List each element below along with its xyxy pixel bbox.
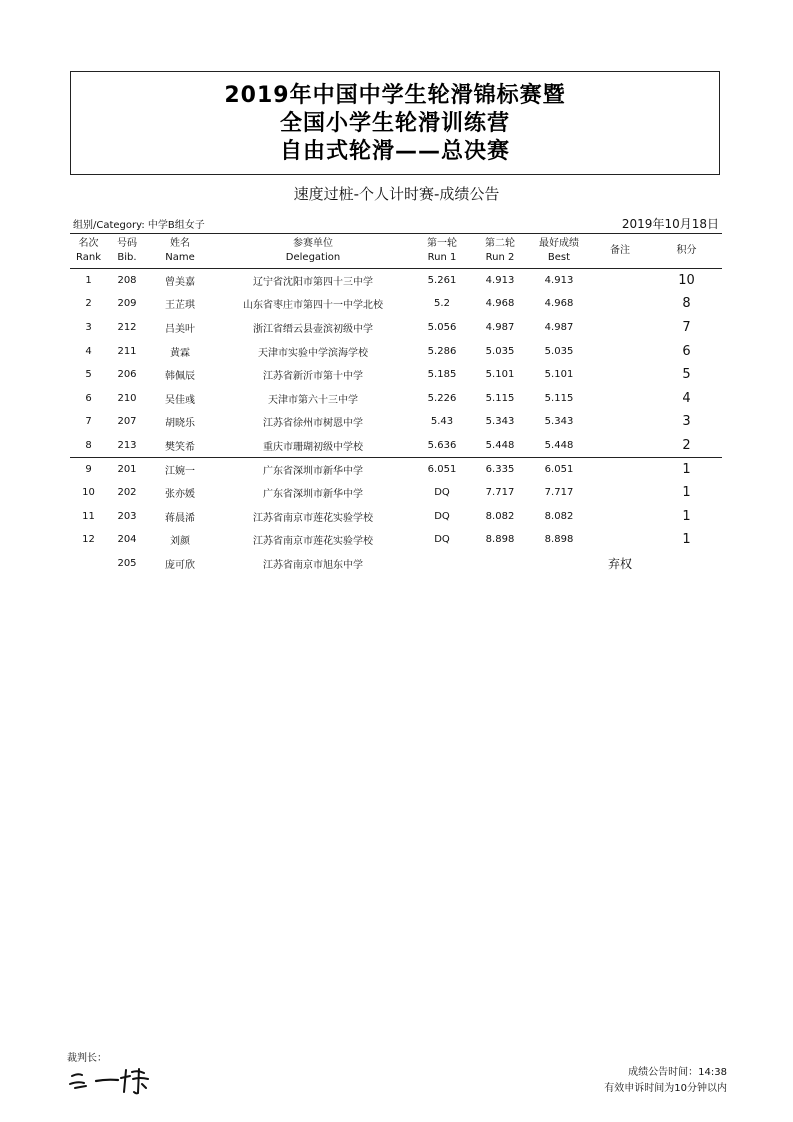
cell-run2: 4.913 xyxy=(485,275,515,287)
cell-points: 4 xyxy=(682,390,691,406)
cell-delegation: 山东省枣庄市第四十一中学北校 xyxy=(243,300,383,312)
header-run2-en: Run 2 xyxy=(485,252,515,263)
cell-points: 7 xyxy=(682,319,691,335)
table-row xyxy=(70,504,722,528)
cell-run2: 4.987 xyxy=(485,321,515,333)
cell-name: 樊笑希 xyxy=(165,441,195,453)
cell-delegation: 江苏省南京市莲花实验学校 xyxy=(253,512,373,524)
cell-bib: 205 xyxy=(117,557,137,569)
cell-run1: DQ xyxy=(434,487,450,499)
document-date: 2019年10月18日 xyxy=(621,217,719,231)
cell-delegation: 江苏省南京市旭东中学 xyxy=(263,559,363,571)
cell-remark xyxy=(589,528,651,552)
title-box xyxy=(70,71,720,175)
cell-delegation: 辽宁省沈阳市第四十三中学 xyxy=(253,277,373,289)
cell-run2: 5.035 xyxy=(485,345,515,357)
cell-delegation: 江苏省徐州市树恩中学 xyxy=(263,418,363,430)
cell-best: 5.448 xyxy=(544,439,574,451)
title-line-1: 2019年中国中学生轮滑锦标赛暨 xyxy=(224,83,566,108)
cell-points: 1 xyxy=(682,532,691,548)
cell-bib: 201 xyxy=(107,457,147,481)
cell-delegation: 江苏省新沂市第十中学 xyxy=(263,371,363,383)
cell-name: 蒋晨浠 xyxy=(165,512,195,524)
header-best-cn: 最好成绩 xyxy=(539,238,579,249)
cell-bib: 204 xyxy=(117,534,137,546)
header-remark: 备注 xyxy=(610,245,630,256)
cell-name: 吴佳彧 xyxy=(165,394,195,406)
header-run1-cn: 第一轮 xyxy=(427,238,457,249)
cell-run2: 5.115 xyxy=(485,392,515,404)
cell-name: 张亦媛 xyxy=(165,489,195,501)
cell-best: 8.898 xyxy=(544,534,574,546)
cell-delegation: 广东省深圳市新华中学 xyxy=(263,489,363,501)
cell-run1: 5.636 xyxy=(427,439,457,451)
table-row xyxy=(70,292,722,316)
cell-delegation: 江苏省南京市莲花实验学校 xyxy=(253,536,373,548)
header-rank xyxy=(70,234,107,269)
table-row xyxy=(70,434,722,458)
cell-rank: 9 xyxy=(70,457,107,481)
header-run2 xyxy=(471,234,529,269)
table-row xyxy=(70,528,722,552)
cell-best: 5.101 xyxy=(544,369,574,381)
cell-best: 6.051 xyxy=(529,457,589,481)
cell-bib: 210 xyxy=(117,392,137,404)
header-best xyxy=(529,234,589,269)
cell-name: 曾美嘉 xyxy=(165,277,195,289)
table-row xyxy=(70,386,722,410)
table-row xyxy=(70,552,722,576)
cell-run2: 6.335 xyxy=(471,457,529,481)
cell-remark xyxy=(589,292,651,316)
cell-best: 8.082 xyxy=(544,510,574,522)
header-name-cn: 姓名 xyxy=(170,238,190,249)
cell-bib: 212 xyxy=(117,321,137,333)
cell-run2: 5.101 xyxy=(485,369,515,381)
cell-remark: 弃权 xyxy=(607,556,632,571)
cell-best: 4.968 xyxy=(544,298,574,310)
cell-points: 10 xyxy=(678,273,695,289)
cell-points: 2 xyxy=(682,437,691,453)
table-row xyxy=(70,457,722,481)
cell-rank: 11 xyxy=(82,510,95,522)
cell-run1: 5.185 xyxy=(427,369,457,381)
cell-bib: 208 xyxy=(117,275,137,287)
cell-remark xyxy=(589,363,651,387)
cell-run2: 5.343 xyxy=(485,416,515,428)
cell-delegation: 重庆市珊瑚初级中学校 xyxy=(263,441,363,453)
announce-time: 成绩公告时间：14:38 xyxy=(628,1067,727,1078)
cell-bib: 203 xyxy=(117,510,137,522)
page-subtitle: 速度过桩-个人计时赛-成绩公告 xyxy=(293,185,500,203)
cell-run1: 5.261 xyxy=(427,275,457,287)
cell-rank: 10 xyxy=(82,487,95,499)
table-row xyxy=(70,481,722,505)
cell-points: 6 xyxy=(682,343,691,359)
table-row xyxy=(70,363,722,387)
cell-best: 5.115 xyxy=(544,392,574,404)
cell-delegation: 广东省深圳市新华中学 xyxy=(213,457,413,481)
cell-best: 7.717 xyxy=(544,487,574,499)
cell-run1: 6.051 xyxy=(413,457,471,481)
cell-run1: 5.286 xyxy=(427,345,457,357)
header-bib-en: Bib. xyxy=(117,252,137,263)
table-row xyxy=(70,339,722,363)
table-body xyxy=(70,269,722,576)
cell-bib: 206 xyxy=(117,369,137,381)
cell-points xyxy=(651,552,722,576)
cell-name: 王芷琪 xyxy=(165,300,195,312)
cell-rank: 1 xyxy=(85,275,92,287)
cell-points: 1 xyxy=(651,457,722,481)
header-run1 xyxy=(413,234,471,269)
table-row xyxy=(70,410,722,434)
cell-rank: 8 xyxy=(85,439,92,451)
header-delegation-cn: 参赛单位 xyxy=(293,238,333,249)
cell-name: 刘颜 xyxy=(170,536,190,548)
header-name xyxy=(147,234,213,269)
cell-points: 1 xyxy=(682,508,691,524)
cell-remark xyxy=(589,339,651,363)
cell-delegation: 天津市实验中学滨海学校 xyxy=(258,347,368,359)
header-run2-cn: 第二轮 xyxy=(485,238,515,249)
cell-delegation: 天津市第六十三中学 xyxy=(268,394,358,406)
table-row xyxy=(70,269,722,293)
referee-label: 裁判长： xyxy=(67,1053,107,1064)
cell-name: 黄霖 xyxy=(170,347,190,359)
cell-name: 胡晓乐 xyxy=(165,418,195,430)
cell-name: 江婉一 xyxy=(147,457,213,481)
cell-rank: 6 xyxy=(85,392,92,404)
header-rank-cn: 名次 xyxy=(78,238,99,249)
cell-rank xyxy=(70,552,107,576)
header-bib-cn: 号码 xyxy=(117,238,137,249)
cell-points: 3 xyxy=(682,414,691,430)
cell-best: 5.343 xyxy=(544,416,574,428)
cell-run1: 5.2 xyxy=(434,298,450,310)
title-line-3: 自由式轮滑——总决赛 xyxy=(279,139,510,164)
title-line-2: 全国小学生轮滑训练营 xyxy=(279,111,510,136)
cell-best: 5.035 xyxy=(544,345,574,357)
cell-run1: DQ xyxy=(434,510,450,522)
cell-run2: 7.717 xyxy=(485,487,515,499)
cell-remark xyxy=(589,316,651,340)
cell-remark xyxy=(589,269,651,293)
cell-bib: 213 xyxy=(117,439,137,451)
cell-remark xyxy=(589,457,651,481)
cell-best: 4.913 xyxy=(544,275,574,287)
cell-run2: 5.448 xyxy=(485,439,515,451)
cell-rank: 12 xyxy=(82,534,95,546)
cell-run1 xyxy=(413,552,471,576)
referee-signature xyxy=(66,1064,156,1100)
cell-name: 吕美叶 xyxy=(165,323,195,335)
cell-remark xyxy=(589,386,651,410)
table-row xyxy=(70,316,722,340)
header-run1-en: Run 1 xyxy=(427,252,457,263)
header-delegation-en: Delegation xyxy=(285,252,341,263)
cell-remark xyxy=(589,410,651,434)
header-delegation xyxy=(213,234,413,269)
cell-run2: 8.082 xyxy=(485,510,515,522)
cell-run1: 5.226 xyxy=(427,392,457,404)
appeal-note: 有效申诉时间为10分钟以内 xyxy=(604,1083,727,1094)
cell-run2: 8.898 xyxy=(485,534,515,546)
header-rank-en: Rank xyxy=(76,252,101,263)
cell-rank: 4 xyxy=(85,345,92,357)
cell-delegation: 浙江省缙云县壶滨初级中学 xyxy=(253,323,373,335)
cell-best: 4.987 xyxy=(544,321,574,333)
cell-run2 xyxy=(471,552,529,576)
cell-remark xyxy=(589,434,651,458)
category-label: 组别/Category: 中学B组女子 xyxy=(73,220,205,231)
cell-points: 1 xyxy=(682,485,691,501)
cell-remark xyxy=(589,481,651,505)
cell-name: 庞可欣 xyxy=(165,559,195,571)
cell-bib: 202 xyxy=(117,487,137,499)
results-table xyxy=(70,233,722,575)
cell-run1: DQ xyxy=(434,534,450,546)
cell-bib: 207 xyxy=(117,416,137,428)
cell-points: 5 xyxy=(682,367,691,383)
cell-rank: 7 xyxy=(85,416,92,428)
header-bib xyxy=(107,234,147,269)
cell-name: 韩佩辰 xyxy=(165,371,195,383)
signature-drawing xyxy=(66,1064,156,1096)
cell-rank: 3 xyxy=(85,321,92,333)
table-header xyxy=(70,234,722,269)
cell-rank: 5 xyxy=(85,369,92,381)
header-best-en: Best xyxy=(547,252,571,263)
cell-rank: 2 xyxy=(85,298,92,310)
cell-remark xyxy=(589,504,651,528)
cell-run1: 5.43 xyxy=(430,416,454,428)
cell-bib: 211 xyxy=(117,345,137,357)
header-points: 积分 xyxy=(676,245,697,256)
cell-run2: 4.968 xyxy=(485,298,515,310)
cell-best xyxy=(529,552,589,576)
cell-run1: 5.056 xyxy=(427,321,457,333)
header-name-en: Name xyxy=(165,252,195,263)
cell-bib: 209 xyxy=(117,298,137,310)
cell-points: 8 xyxy=(682,296,691,312)
